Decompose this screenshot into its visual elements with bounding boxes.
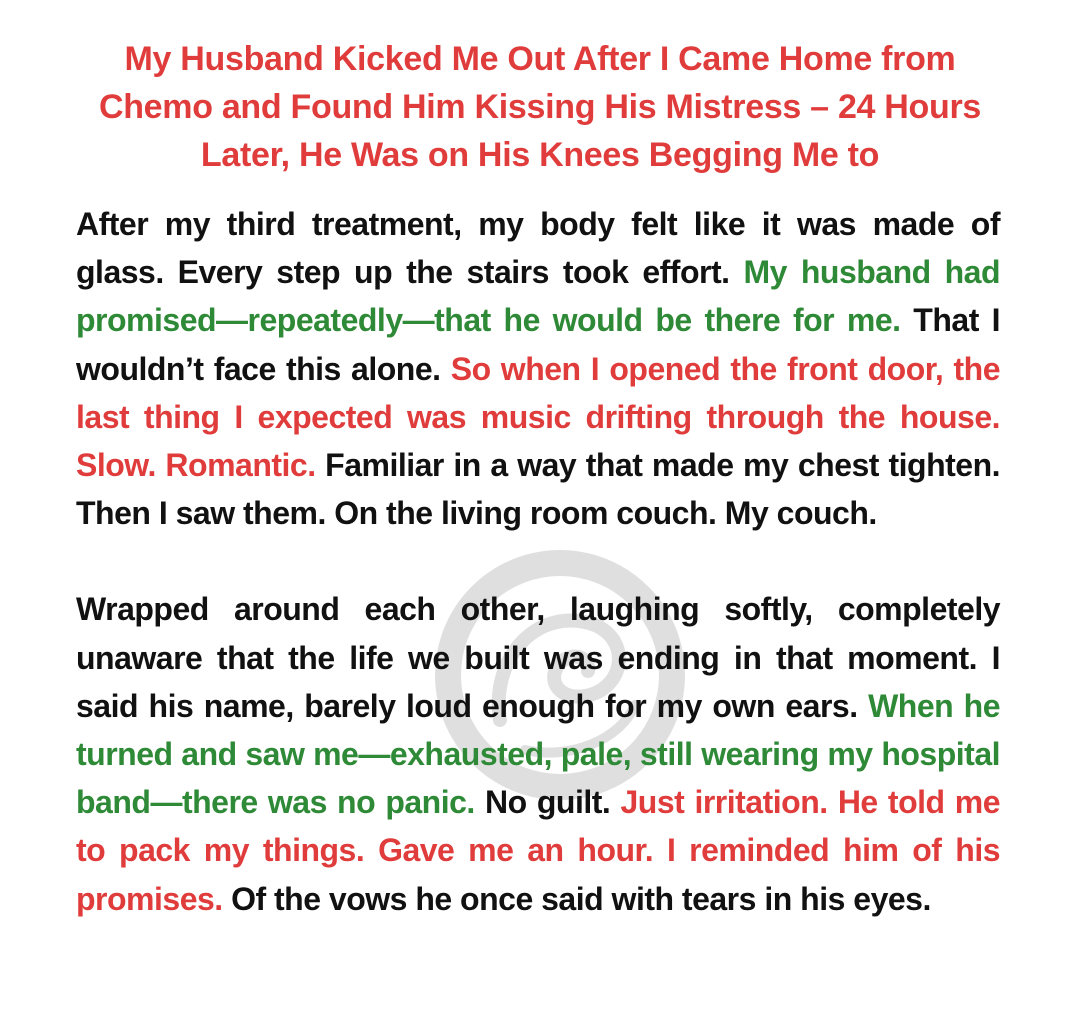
highlight-red: So when I opened the front door, the last thing I expected was music drifting through the house. Slow. Romantic.: [76, 350, 1001, 484]
story-title: My Husband Kicked Me Out After I Came Home from Chemo and Found Him Kissing His Mistress – 24 Hours Later, He Was on His Knees Begging Me to: [98, 40, 982, 174]
highlight-green: When he turned and saw me—exhausted, pale, still wearing my hospital band—there was no panic.: [76, 687, 1001, 821]
text-segment: Wrapped around each other, laughing softly, completely unaware that the life we built was ending in that moment. I said his name, barely loud enough for my own ears.: [76, 591, 1000, 724]
text-segment: That I wouldn’t face this alone.: [76, 302, 1001, 387]
highlight-red: Just irritation. He told me to pack my things. Gave me an hour. I reminded him of his promises.: [76, 784, 1001, 917]
paragraph-2: [76, 585, 1000, 922]
story-body: [76, 200, 1000, 923]
text-segment: Familiar in a way that made my chest tighten. Then I saw them. On the living room couch. My couch.: [76, 447, 1001, 532]
text-segment: Of the vows he once said with tears in his eyes.: [222, 880, 931, 917]
text-segment: After my third treatment, my body felt like it was made of glass. Every step up the stairs took effort.: [76, 206, 1000, 291]
paragraph-1: [76, 200, 1000, 537]
text-segment: No guilt.: [474, 784, 621, 821]
highlight-green: My husband had promised—repeatedly—that he would be there for me.: [76, 254, 1001, 339]
